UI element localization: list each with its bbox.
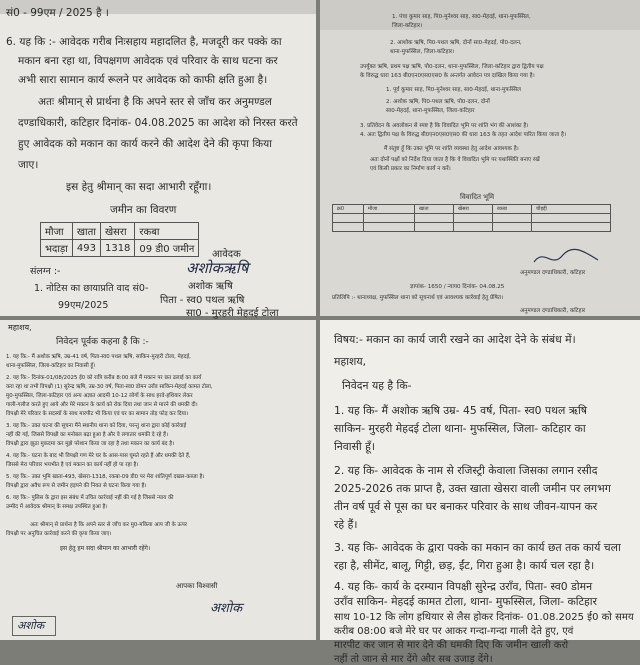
signature-box [12, 616, 56, 636]
text-line: करीब 08:00 बजे मेरे घर पर आकर गन्दा-गन्दा गाली देते हुए, एवं [334, 626, 574, 637]
text-line: 1. यह कि- मैं अशोक ऋषि उम्र- 45 वर्ष, पिता- स्व0 पथल ऋषि [334, 404, 587, 417]
table-header-cell: खाता [415, 205, 454, 214]
text-line: उराँव साकिन- मेहदई कामत टोला, थाना- मुफस्सिल, जिला- कटिहार [334, 595, 597, 608]
text-line: अतः दोनों पक्षों को निर्देश दिया जाता है कि वे विवादित भूमि पर यथास्थिति बनाए रखें [370, 157, 540, 163]
box-signature: अशोक [17, 619, 45, 632]
text-line: 1. पूर्व कुमार साह, पि0-मुनेश्वर साह, सा0-मेहदई, थाना-मुफस्सिल [386, 87, 521, 93]
prayer-line: अतः श्रीमान् से प्रार्थना है कि अपने स्तर से जाँच कर मु0-मकिया आप जी के ऊपर [30, 522, 187, 528]
text-line: विपक्षी द्वारा अवैध रूप से जमीन हड़पने की नियत से घटना किया गया है। [6, 483, 147, 489]
disputed-land-table [332, 204, 611, 232]
applicant-label: आवेदक [212, 249, 241, 260]
copy-line: प्रतिलिपि :- थानाध्यक्ष, मुफस्सिल थाना को सूचनार्थ एवं आवश्यक कार्रवाई हेतु प्रेषित। [332, 295, 504, 301]
table-row [333, 223, 611, 232]
text-line: उम्मीद में आवेदक श्रीमान् के समक्ष उपस्थित हुआ है। [6, 504, 108, 510]
text-line: जिससे मेरा परिवार भयभीत है एवं मकान का कार्य नहीं हो पा रहा है। [6, 462, 139, 468]
subheading: निवेदन पूर्वक कहना है कि :- [56, 337, 149, 347]
text-line: विपक्षी मेरे परिवार के सदस्यों के साथ मारपीट भी किया एवं घर का सामान तोड़ फोड़ कर दिया। [6, 411, 189, 417]
applicant-address: सा0 - मुरहरी मेहदई टोला [186, 308, 279, 319]
applicant-signature: अशोकऋषि [186, 259, 249, 277]
text-line: थाना-मुफस्सिल, जिला-कटिहार का निवासी हूँ। [6, 363, 96, 369]
table-header-cell: खेसरा [454, 205, 493, 214]
intro-line: निवेदन यह है कि- [342, 379, 412, 392]
order-signatory: अनुमण्डल दण्डाधिकारी, कटिहार [520, 308, 586, 314]
land-table [40, 222, 199, 257]
table-header-cell: खेसरा [100, 223, 134, 240]
applicant-signature: अशोक [210, 601, 243, 616]
table-cell [364, 214, 415, 223]
document-page-4 [320, 320, 640, 665]
text-line: 4. अतः द्वितीय पक्ष के विरुद्ध बी0एन0एस0एस0 की धारा 163 के तहत आदेश पारित किया जाता है। [360, 132, 567, 138]
text-line: तीन वर्ष पूर्व से पूस का घर बनाकर परिवार के साथ जीवन-यापन कर [334, 500, 598, 513]
text-line: 6. यह कि:- पुलिस के द्वारा इस संबंध में उचित कार्रवाई नहीं की गई है जिससे न्याय की [6, 495, 174, 501]
subject-line: विषय:- मकान का कार्य जारी रखने का आदेश देने के संबंध में। [334, 333, 576, 346]
enclosure-label: संलग्न :- [30, 266, 61, 277]
text-line: मारपीट कर जान से मार देने की धमकी दिए कि जमीन खाली करो [334, 640, 569, 651]
table-cell [333, 223, 364, 232]
document-page-2 [320, 0, 640, 316]
table-header-cell: खाता [72, 223, 100, 240]
table-cell [364, 223, 415, 232]
text-line: मकान बना रहा था, विपक्षगण आवेदक एवं परिवार के साथ घटना कर [18, 55, 278, 67]
table-row [333, 214, 611, 223]
text-line: 2. आशोक ऋषि, पि0-पथल ऋषि, दोनों सा0-मेहदई, पो0-दलन, [390, 40, 522, 46]
document-page-3 [0, 320, 316, 640]
salutation: महाशय, [334, 355, 367, 368]
table-cell [493, 223, 532, 232]
text-line: उपर्युक्त ऋषि, प्रथम पक्ष ऋषि, पो0-दलन, थाना-मुफस्सिल, जिला-कटिहार द्वारा द्वितीय पक्ष [360, 64, 544, 70]
signer-label: आपका विश्वासी [176, 582, 218, 590]
table-title: विवादित भूमि [460, 193, 495, 201]
text-line: 5. यह कि:- उक्त भूमि खाता-493, खेसरा-1318, रकबा-09 डी0 पर मेरा शांतिपूर्ण दखल-कब्जा है। [6, 474, 205, 480]
text-line: रहा है, सीमेंट, बालू, गिट्टी, छड़, ईंट, गिरा हुआ है। कार्य चल रहा है। [334, 559, 595, 572]
text-line: 2. अशोक ऋषि, पि0-पथल ऋषि, पो0-दलन, दोनों [386, 99, 490, 105]
text-line: विपक्षी द्वारा झूठा मुकदमा कर मुझे परेशान किया जा रहा है तथा मकान का कार्य बंद है। [6, 441, 175, 447]
text-line: 3. यह कि:- उक्त घटना की सूचना मैंने स्थानीय थाना को दिया, परन्तु थाना द्वारा कोई कार्रवाई [6, 423, 187, 429]
text-line: करा रहा था तभी विपक्षी (1) सुरेन्द्र ऋषि, उम्र-30 वर्ष, पिता-स्व0 डोमन उराँव साकिन-मेहदई कामत टोला, [6, 384, 213, 390]
closing-line: इस हेतु हम सदा श्रीमान का आभारी रहेंगे। [60, 545, 151, 552]
table-cell [415, 223, 454, 232]
table-header-cell: मौजा [41, 223, 73, 240]
applicant-name: अशोक ऋषि [188, 281, 233, 292]
text-line: जिला-कटिहार। [392, 23, 423, 29]
table-header-row [333, 205, 611, 214]
prayer-line: विपक्षी पर अनुचित कार्रवाई करने की कृपा किया जाए। [6, 531, 112, 537]
text-line: 2. यह कि- आवेदक के नाम से रजिस्ट्री केवाला जिसका लगान रसीद [334, 464, 598, 477]
text-line: जाए। [18, 159, 39, 171]
enclosure-item: 1. नोटिस का छायाप्रति वाद सं0- [34, 283, 149, 294]
order-signatory: अनुमण्डल दण्डाधिकारी, कटिहार [520, 270, 586, 276]
table-header-cell: मौजा [364, 205, 415, 214]
text-line: अभी सारा सामान कार्य रूलने पर आवेदक को काफी क्षति हुआ है। [18, 74, 268, 86]
salutation: महाशय, [8, 323, 32, 332]
applicant-father: पिता - स्व0 पथल ऋषि [160, 295, 245, 306]
text-line: सं0 - 99एम / 2025 है । [6, 7, 109, 19]
text-line: मैं संतुष्ट हूँ कि उक्त भूमि पर शांति व्यवस्था हेतु आदेश आवश्यक है। [384, 146, 519, 152]
text-line: साकिन- मुरहरी मेहदई टोला थाना- मुफस्सिल, जिला- कटिहार का [334, 422, 586, 435]
enclosure-item: 99एम/2025 [58, 300, 109, 311]
closing-line: इस हेतु श्रीमान् का सदा आभारी रहूँगा। [66, 181, 212, 193]
table-cell: 1318 [100, 240, 134, 257]
document-page-1 [0, 0, 316, 319]
table-header-cell: रकबा [135, 223, 199, 240]
official-signature [532, 246, 602, 268]
text-line: 1. पंचा कुमार साह, पि0-मुनेश्वर साह, सा0-मेहदई, थाना-मुफस्सिल, [392, 14, 531, 20]
table-header-cell: रकबा [493, 205, 532, 214]
text-line: हुए आवेदक को मकान का कार्य करने की आदेश देने की कृपा किया [18, 138, 272, 150]
table-cell: 09 डी0 जमीन [135, 240, 199, 257]
text-line: 6. यह कि :- आवेदक गरीब निःसहाय महादलित है, मजदूरी कर पक्के का [6, 36, 282, 48]
text-line: अतः श्रीमान् से प्रार्थना है कि अपने स्तर से जाँच कर अनुमण्डल [38, 96, 272, 108]
memo-number: ज्ञापांक- 1650 / न्याय0 दिनांक- 04.08.25 [410, 284, 505, 290]
text-line: 3. यह कि- आवेदक के द्वारा पक्के का मकान का कार्य छत तक कार्य चला [334, 541, 621, 554]
table-title: जमीन का विवरण [110, 204, 177, 216]
text-line: के विरुद्ध धारा 163 बी0एन0एस0एस0 के अन्तर्गत आवेदन पत्र दाखिल किया गया है। [360, 73, 535, 79]
text-line: 2025-2026 तक प्राप्त है, उक्त खाता खेसरा वाली जमीन पर लगभग [334, 482, 611, 495]
table-cell: भदाड़ा [41, 240, 73, 257]
text-line: 3. प्रतिवेदन के अवलोकन से स्पष्ट है कि विवादित भूमि पर शांति भंग की आशंका है। [360, 123, 529, 129]
text-line: साथ 10-12 कि लोग हथियार से लैस होकर दिनांक- 01.08.2025 ई0 को समय [334, 612, 634, 623]
table-cell [454, 214, 493, 223]
table-header-row [41, 223, 199, 240]
table-cell [415, 214, 454, 223]
text-line: सा0-मेहदई, थाना-मुफस्सिल, जिला-कटिहार [386, 108, 475, 114]
table-cell [493, 214, 532, 223]
text-line: 2. यह कि:- दिनांक-01/08/2025 ई0 को रात्रि करीब 8:00 बजे मैं मकान पर छत ढलाई का कार्य [6, 375, 202, 381]
text-line: एवं किसी प्रकार का निर्माण कार्य न करें। [370, 166, 451, 172]
table-cell [532, 223, 611, 232]
table-header-cell: चौहद्दी [532, 205, 611, 214]
table-cell [333, 214, 364, 223]
text-line: रहे हैं। [334, 518, 358, 531]
table-cell [532, 214, 611, 223]
text-line: गाली-गलौज करते हुए आये और मेरे मकान के कार्य को रोक दिया तथा जान से मारने की धमकी दी। [6, 402, 198, 408]
text-line: 4. यह कि:- घटना के बाद भी विपक्षी गण मेरे घर के आस-पास घूमते रहते हैं और धमकी देते हैं, [6, 453, 191, 459]
table-header-cell: क्र0 [333, 205, 364, 214]
text-line: निवासी हूँ। [334, 440, 375, 453]
table-row [41, 240, 199, 257]
text-line: नहीं तो जान से मार देंगे और सब उजाड़ देंगे। [334, 654, 493, 665]
text-line: 1. यह कि:- मैं अशोक ऋषि, उम्र-41 वर्ष, पिता-स्व0 पथल ऋषि, साकिन-मुरहरी टोला, मेहदई, [6, 354, 191, 360]
text-line: दण्डाधिकारी, कटिहार दिनांक- 04.08.2025 का आदेश को निरस्त करते [18, 117, 298, 129]
table-cell [454, 223, 493, 232]
text-line: थाना-मुफस्सिल, जिला-कटिहार। [390, 49, 455, 55]
table-cell: 493 [72, 240, 100, 257]
text-line: नहीं की गई, जिससे विपक्षी का मनोबल बढ़ा हुआ है और वे लगातार धमकी दे रहे हैं। [6, 432, 169, 438]
text-line: 4. यह कि- कार्य के दरम्यान विपक्षी सुरेन्द्र उराँव, पिता- स्व0 डोमन [334, 580, 593, 593]
text-line: मु0-मुफस्सिल, जिला-कटिहार एवं अन्य अज्ञात आदमी 10-12 लोगों के साथ हरवे-हथियार लेकर [6, 393, 193, 399]
